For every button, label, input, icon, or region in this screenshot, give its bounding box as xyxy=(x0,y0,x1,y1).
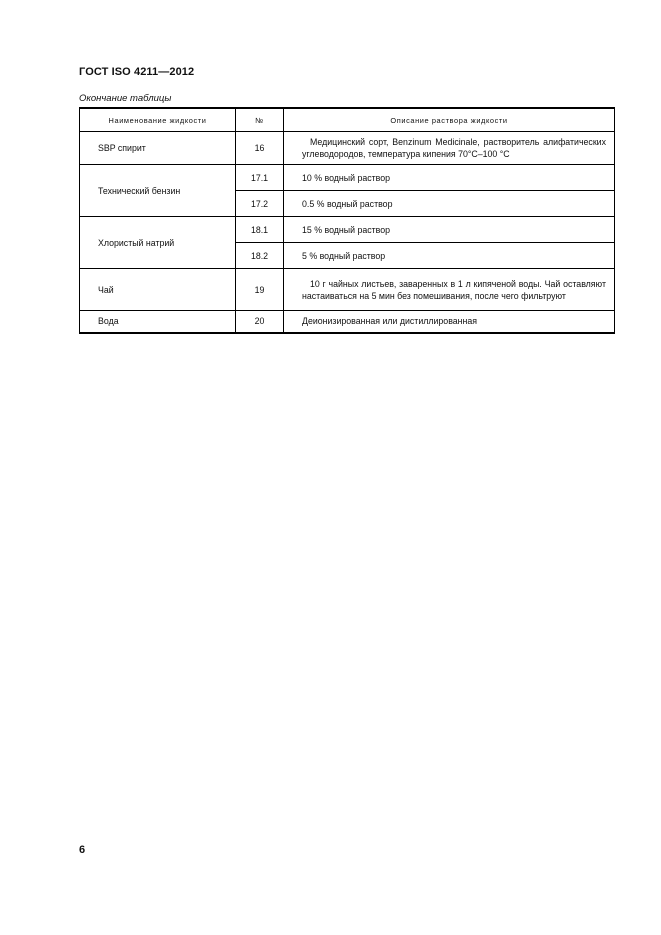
liquid-description-cell: 5 % водный раствор xyxy=(284,243,615,269)
liquid-number-cell: 17.1 xyxy=(236,165,284,191)
liquid-number-cell: 20 xyxy=(236,311,284,333)
document-header: ГОСТ ISO 4211—2012 xyxy=(79,66,195,78)
column-header-description: Описание раствора жидкости xyxy=(284,108,615,132)
liquid-description-cell: 15 % водный раствор xyxy=(284,217,615,243)
column-header-number: № xyxy=(236,108,284,132)
table-header-row xyxy=(80,108,615,132)
liquid-number-cell: 16 xyxy=(236,132,284,165)
table-row xyxy=(80,311,615,333)
liquid-number-cell: 19 xyxy=(236,269,284,311)
liquid-description-cell: 0.5 % водный раствор xyxy=(284,191,615,217)
liquid-description-cell xyxy=(284,269,615,311)
liquid-description-text: 10 г чайных листьев, заваренных в 1 л кипяченой воды. Чай оставляют настаиваться на 5 мин без помешивания, после чего фильтруют xyxy=(302,278,606,301)
column-header-name: Наименование жидкости xyxy=(80,108,236,132)
liquid-description-text: Медицинский сорт, Benzinum Medicinale, растворитель алифатических углеводородов, температура кипения 70°С–100 °С xyxy=(302,137,606,159)
liquid-description-cell: Деионизированная или дистиллированная xyxy=(284,311,615,333)
liquid-number-cell: 18.1 xyxy=(236,217,284,243)
table-row xyxy=(80,165,615,191)
liquid-name-cell: Вода xyxy=(80,311,236,333)
liquid-number-cell: 18.2 xyxy=(236,243,284,269)
table-caption: Окончание таблицы xyxy=(79,93,172,104)
liquid-name-cell: Технический бензин xyxy=(80,165,236,217)
liquid-description-cell: 10 % водный раствор xyxy=(284,165,615,191)
table-row xyxy=(80,269,615,311)
page-number: 6 xyxy=(79,844,86,856)
table-row xyxy=(80,217,615,243)
liquid-number-cell: 17.2 xyxy=(236,191,284,217)
liquid-name-cell: Чай xyxy=(80,269,236,311)
table-row xyxy=(80,132,615,165)
liquids-table xyxy=(79,107,615,334)
liquid-name-cell: SBP спирит xyxy=(80,132,236,165)
liquid-description-cell xyxy=(284,132,615,165)
liquid-name-cell: Хлористый натрий xyxy=(80,217,236,269)
